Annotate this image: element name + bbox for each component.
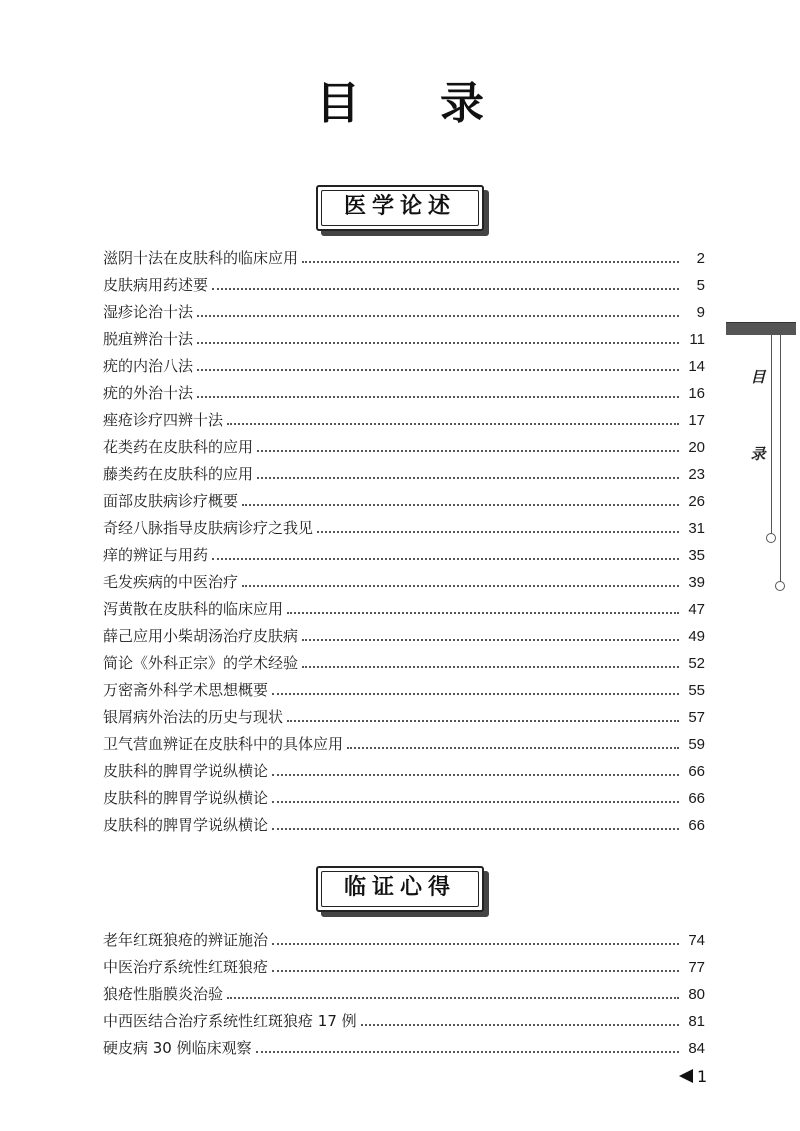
section-heading-1 [0, 185, 800, 231]
toc-entry-title: 脱疽辨治十法 [103, 330, 194, 348]
toc-entry-page: 31 [688, 520, 705, 537]
toc-leader-dots [242, 584, 679, 587]
toc-entry-title: 银屑病外治法的历史与现状 [103, 708, 284, 726]
toc-leader-dots [287, 611, 679, 614]
toc-entry-title: 滋阴十法在皮肤科的临床应用 [103, 249, 299, 267]
toc-leader-dots [212, 557, 679, 560]
toc-entry-page: 39 [688, 574, 705, 591]
page-arrow-icon [679, 1069, 693, 1083]
toc-entry[interactable] [103, 245, 705, 272]
toc-entry-title: 毛发疾病的中医治疗 [103, 573, 239, 591]
toc-entry-page: 26 [688, 493, 705, 510]
toc-entry[interactable] [103, 731, 705, 758]
toc-entry[interactable] [103, 542, 705, 569]
toc-entry-title: 奇经八脉指导皮肤病诊疗之我见 [103, 519, 314, 537]
toc-entry-page: 81 [688, 1013, 705, 1030]
toc-entry-page: 14 [688, 358, 705, 375]
toc-entry-title: 狼疮性脂膜炎治验 [103, 985, 224, 1003]
toc-entry[interactable] [103, 596, 705, 623]
toc-entry-page: 49 [688, 628, 705, 645]
toc-leader-dots [361, 1023, 679, 1026]
toc-entry-title: 中西医结合治疗系统性红斑狼疮 17 例 [103, 1012, 357, 1030]
toc-entry[interactable] [103, 326, 705, 353]
side-tab-char-2: 录 [750, 445, 766, 463]
toc-entry[interactable] [103, 569, 705, 596]
toc-leader-dots [272, 942, 679, 945]
toc-entry-title: 简论《外科正宗》的学术经验 [103, 654, 299, 672]
toc-entry[interactable] [103, 981, 705, 1008]
toc-leader-dots [242, 503, 679, 506]
toc-entry[interactable] [103, 1035, 705, 1062]
toc-entry[interactable] [103, 434, 705, 461]
toc-list-section-2 [103, 927, 705, 1062]
toc-leader-dots [257, 476, 679, 479]
toc-entry[interactable] [103, 380, 705, 407]
toc-entry-page: 59 [688, 736, 705, 753]
toc-leader-dots [227, 996, 679, 999]
side-tab-char-1: 目 [750, 368, 766, 386]
toc-entry[interactable] [103, 812, 705, 839]
toc-entry[interactable] [103, 1008, 705, 1035]
toc-entry-page: 74 [688, 932, 705, 949]
toc-entry-page: 77 [688, 959, 705, 976]
toc-leader-dots [212, 287, 679, 290]
toc-entry[interactable] [103, 704, 705, 731]
toc-list-section-1 [103, 245, 705, 839]
toc-entry-title: 薛己应用小柴胡汤治疗皮肤病 [103, 627, 299, 645]
side-tab-string-2 [780, 334, 781, 582]
toc-leader-dots [197, 395, 679, 398]
toc-entry-page: 17 [688, 412, 705, 429]
toc-entry-title: 湿疹论治十法 [103, 303, 194, 321]
toc-entry-page: 5 [696, 277, 705, 294]
toc-entry[interactable] [103, 650, 705, 677]
toc-entry-page: 9 [696, 304, 705, 321]
toc-entry[interactable] [103, 677, 705, 704]
toc-entry-page: 16 [688, 385, 705, 402]
toc-leader-dots [317, 530, 679, 533]
toc-entry-title: 藤类药在皮肤科的应用 [103, 465, 254, 483]
toc-entry[interactable] [103, 954, 705, 981]
toc-leader-dots [272, 827, 679, 830]
toc-entry-title: 中医治疗系统性红斑狼疮 [103, 958, 269, 976]
toc-entry-page: 66 [688, 763, 705, 780]
toc-entry[interactable] [103, 353, 705, 380]
side-tab-bar [726, 322, 796, 335]
toc-entry-page: 47 [688, 601, 705, 618]
toc-entry-page: 23 [688, 466, 705, 483]
page-number [679, 1066, 707, 1086]
toc-entry-title: 老年红斑狼疮的辨证施治 [103, 931, 269, 949]
toc-entry-title: 皮肤科的脾胃学说纵横论 [103, 762, 269, 780]
toc-entry[interactable] [103, 623, 705, 650]
toc-entry-title: 泻黄散在皮肤科的临床应用 [103, 600, 284, 618]
toc-entry-title: 卫气营血辨证在皮肤科中的具体应用 [103, 735, 344, 753]
section-heading-label: 医学论述 [316, 185, 484, 231]
side-tab-string-1 [771, 334, 772, 534]
toc-entry[interactable] [103, 488, 705, 515]
toc-entry-page: 20 [688, 439, 705, 456]
toc-entry-page: 66 [688, 790, 705, 807]
toc-leader-dots [272, 969, 679, 972]
toc-leader-dots [347, 746, 679, 749]
toc-entry-page: 55 [688, 682, 705, 699]
toc-entry[interactable] [103, 407, 705, 434]
side-tab-ring-2 [775, 581, 785, 591]
toc-entry-page: 35 [688, 547, 705, 564]
toc-leader-dots [197, 368, 679, 371]
toc-entry-page: 57 [688, 709, 705, 726]
toc-leader-dots [227, 422, 679, 425]
toc-leader-dots [272, 773, 679, 776]
toc-entry-page: 52 [688, 655, 705, 672]
toc-leader-dots [256, 1050, 679, 1053]
toc-entry-page: 66 [688, 817, 705, 834]
toc-entry-title: 痒的辨证与用药 [103, 546, 209, 564]
toc-entry-title: 皮肤科的脾胃学说纵横论 [103, 789, 269, 807]
toc-entry[interactable] [103, 272, 705, 299]
toc-entry[interactable] [103, 299, 705, 326]
toc-entry-title: 疣的内治八法 [103, 357, 194, 375]
toc-entry-title: 皮肤科的脾胃学说纵横论 [103, 816, 269, 834]
page-title-char-2: 录 [440, 78, 484, 129]
toc-leader-dots [302, 260, 679, 263]
toc-leader-dots [302, 665, 679, 668]
toc-leader-dots [272, 692, 679, 695]
toc-entry-title: 万密斋外科学术思想概要 [103, 681, 269, 699]
toc-leader-dots [197, 341, 679, 344]
toc-entry-page: 84 [688, 1040, 705, 1057]
toc-leader-dots [257, 449, 679, 452]
toc-entry[interactable] [103, 758, 705, 785]
page-title-char-1: 目 [316, 78, 360, 129]
toc-entry-title: 花类药在皮肤科的应用 [103, 438, 254, 456]
toc-entry-title: 痤疮诊疗四辨十法 [103, 411, 224, 429]
side-tab-ring-1 [766, 533, 776, 543]
toc-entry-page: 2 [696, 250, 705, 267]
toc-entry[interactable] [103, 461, 705, 488]
page-title [0, 74, 800, 134]
toc-entry[interactable] [103, 927, 705, 954]
toc-entry-page: 11 [689, 331, 705, 348]
page-number-value: 1 [697, 1066, 708, 1086]
toc-leader-dots [287, 719, 679, 722]
toc-entry[interactable] [103, 785, 705, 812]
toc-leader-dots [197, 314, 679, 317]
toc-entry-title: 疣的外治十法 [103, 384, 194, 402]
toc-entry-title: 皮肤病用药述要 [103, 276, 209, 294]
section-heading-label: 临证心得 [316, 866, 484, 912]
toc-entry-title: 面部皮肤病诊疗概要 [103, 492, 239, 510]
toc-entry-page: 80 [688, 986, 705, 1003]
toc-leader-dots [302, 638, 679, 641]
section-heading-2 [0, 866, 800, 912]
toc-leader-dots [272, 800, 679, 803]
toc-entry-title: 硬皮病 30 例临床观察 [103, 1039, 252, 1057]
toc-entry[interactable] [103, 515, 705, 542]
